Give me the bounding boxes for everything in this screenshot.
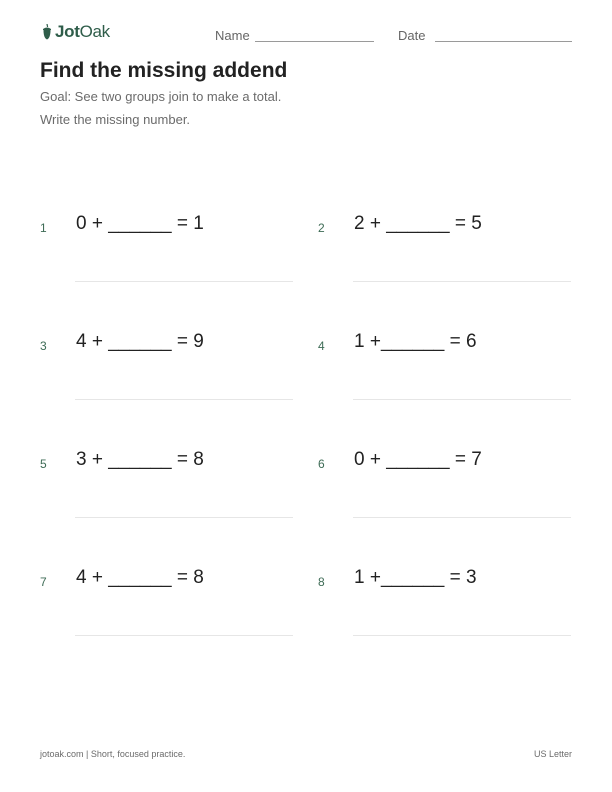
name-label: Name bbox=[215, 28, 250, 43]
problem-number: 7 bbox=[40, 575, 47, 589]
answer-line[interactable] bbox=[75, 517, 293, 518]
footer-site: jotoak.com | Short, focused practice. bbox=[40, 749, 186, 759]
problem-number: 1 bbox=[40, 221, 47, 235]
problem-expression: 0 + ______ = 1 bbox=[76, 213, 204, 234]
brand-logo bbox=[42, 22, 110, 42]
goal-text: Goal: See two groups join to make a total. bbox=[40, 89, 282, 104]
page-title: Find the missing addend bbox=[40, 59, 288, 82]
problem-2 bbox=[318, 213, 578, 293]
problem-expression: 4 + ______ = 8 bbox=[76, 567, 204, 588]
problem-number: 4 bbox=[318, 339, 325, 353]
problem-expression: 4 + ______ = 9 bbox=[76, 331, 204, 352]
problem-3 bbox=[40, 331, 300, 411]
problem-number: 6 bbox=[318, 457, 325, 471]
date-label: Date bbox=[398, 28, 426, 43]
date-field[interactable] bbox=[435, 41, 572, 42]
problem-8 bbox=[318, 567, 578, 647]
problem-number: 2 bbox=[318, 221, 325, 235]
problem-expression: 1 +______ = 6 bbox=[354, 331, 477, 352]
brand-name bbox=[55, 22, 110, 42]
problem-expression: 2 + ______ = 5 bbox=[354, 213, 482, 234]
problem-1 bbox=[40, 213, 300, 293]
name-field[interactable] bbox=[255, 41, 374, 42]
answer-line[interactable] bbox=[75, 399, 293, 400]
answer-line[interactable] bbox=[353, 281, 571, 282]
brand-name-regular: Oak bbox=[79, 22, 110, 41]
problem-5 bbox=[40, 449, 300, 529]
problem-number: 8 bbox=[318, 575, 325, 589]
problem-number: 5 bbox=[40, 457, 47, 471]
answer-line[interactable] bbox=[75, 635, 293, 636]
problem-expression: 0 + ______ = 7 bbox=[354, 449, 482, 470]
problem-6 bbox=[318, 449, 578, 529]
problem-expression: 1 +______ = 3 bbox=[354, 567, 477, 588]
instruction-text: Write the missing number. bbox=[40, 112, 191, 127]
problem-number: 3 bbox=[40, 339, 47, 353]
answer-line[interactable] bbox=[353, 517, 571, 518]
problem-7 bbox=[40, 567, 300, 647]
answer-line[interactable] bbox=[353, 399, 571, 400]
problem-4 bbox=[318, 331, 578, 411]
brand-name-bold: Jot bbox=[55, 22, 80, 41]
answer-line[interactable] bbox=[353, 635, 571, 636]
footer-paper-size: US Letter bbox=[533, 749, 572, 759]
answer-line[interactable] bbox=[75, 281, 293, 282]
problem-expression: 3 + ______ = 8 bbox=[76, 449, 204, 470]
acorn-icon bbox=[42, 24, 52, 40]
